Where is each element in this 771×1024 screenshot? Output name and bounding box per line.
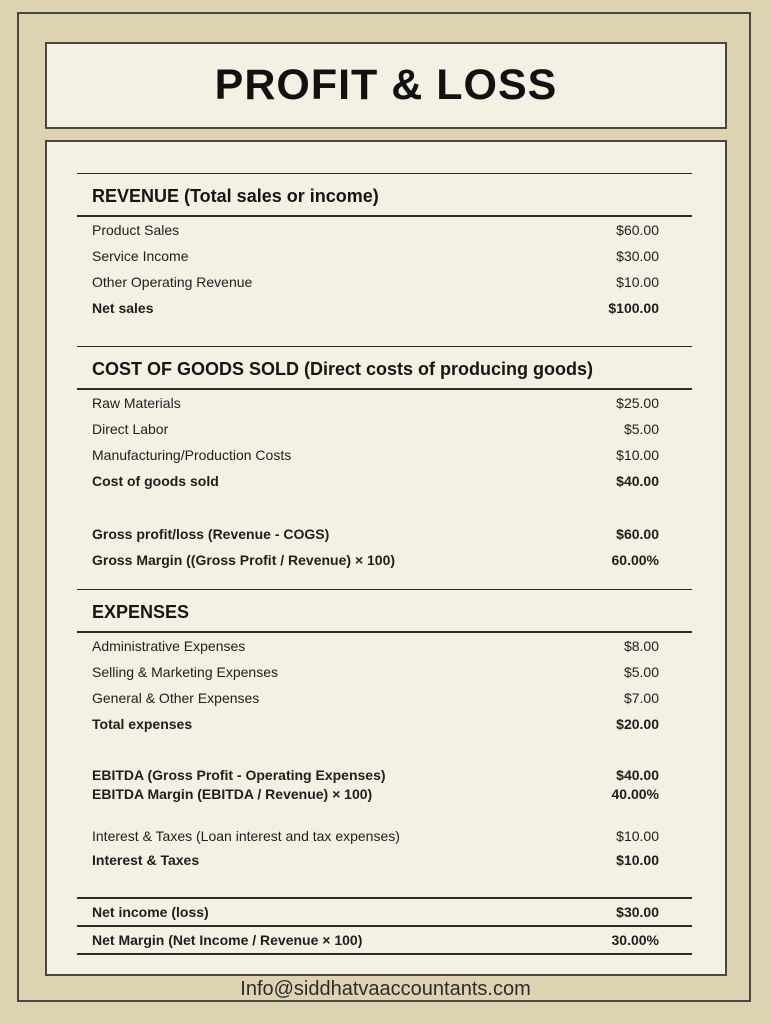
line-item-label: Product Sales [92,222,180,238]
line-item-row [77,416,692,442]
line-item-label: EBITDA (Gross Profit - Operating Expenses) [92,766,386,783]
line-item-label: Selling & Marketing Expenses [92,664,278,680]
ebitda-margin-row [77,784,692,803]
line-item-label: Service Income [92,248,189,264]
line-item-label: Total expenses [92,716,193,732]
block-interest-taxes [77,824,692,872]
line-item-value: 60.00% [611,552,659,568]
line-item-row [77,685,692,711]
title-box [45,42,727,129]
line-item-row [77,269,692,295]
line-item-value: $10.00 [616,447,659,463]
contact-email: Info@siddhatvaaccountants.com [240,978,531,1000]
line-item-row [77,633,692,659]
block-net-income [77,897,692,955]
line-item-row [77,217,692,243]
section-heading-cogs: COST OF GOODS SOLD (Direct costs of producing goods) [77,347,692,390]
line-item-value: $8.00 [623,638,659,654]
line-item-value: $10.00 [616,828,659,844]
total-row-net-sales [77,295,692,321]
section-expenses [77,589,692,737]
line-item-label: Direct Labor [92,421,169,437]
line-item-value: $100.00 [608,300,659,316]
line-item-label: EBITDA Margin (EBITDA / Revenue) × 100) [92,785,373,802]
line-item-value: $40.00 [616,473,659,489]
line-item-label: Net Margin (Net Income / Revenue × 100) [92,932,363,948]
net-margin-row [77,927,692,953]
block-ebitda [77,765,692,803]
line-item-label: Net income (loss) [92,904,209,920]
line-item-label: Other Operating Revenue [92,274,253,290]
line-item-value: $40.00 [616,766,659,783]
line-item-value: $60.00 [616,526,659,542]
statement-panel [45,140,727,976]
line-item-row [77,390,692,416]
section-heading-expenses: EXPENSES [77,590,692,633]
line-item-value: $60.00 [616,222,659,238]
total-row-cogs [77,468,692,494]
line-item-label: Gross Margin ((Gross Profit / Revenue) × 100) [92,552,396,568]
line-item-label: Net sales [92,300,154,316]
line-item-label: Gross profit/loss (Revenue - COGS) [92,526,330,542]
line-item-value: 40.00% [611,785,659,802]
line-item-value: $5.00 [623,664,659,680]
line-item-row [77,243,692,269]
section-cogs [77,346,692,494]
total-row-expenses [77,711,692,737]
footer [0,977,771,1001]
line-item-label: Manufacturing/Production Costs [92,447,292,463]
section-heading-revenue: REVENUE (Total sales or income) [77,174,692,217]
line-item-label: General & Other Expenses [92,690,260,706]
line-item-row [77,659,692,685]
block-gross-profit [77,521,692,573]
ebitda-row [77,765,692,784]
line-item-value: $20.00 [616,716,659,732]
line-item-label: Raw Materials [92,395,181,411]
gross-margin-row [77,547,692,573]
line-item-value: 30.00% [611,932,659,948]
line-item-value: $7.00 [623,690,659,706]
line-item-value: $5.00 [623,421,659,437]
interest-taxes-detail-row [77,824,692,848]
line-item-row [77,442,692,468]
line-item-label: Interest & Taxes (Loan interest and tax expenses) [92,828,400,844]
divider [77,953,692,955]
interest-taxes-total-row [77,848,692,872]
line-item-label: Interest & Taxes [92,852,200,868]
line-item-value: $25.00 [616,395,659,411]
line-item-value: $10.00 [616,274,659,290]
line-item-label: Cost of goods sold [92,473,219,489]
page-title: PROFIT & LOSS [214,61,558,109]
line-item-value: $10.00 [616,852,659,868]
line-item-value: $30.00 [616,248,659,264]
section-revenue [77,173,692,321]
net-income-row [77,899,692,925]
gross-profit-row [77,521,692,547]
line-item-label: Administrative Expenses [92,638,246,654]
line-item-value: $30.00 [616,904,659,920]
